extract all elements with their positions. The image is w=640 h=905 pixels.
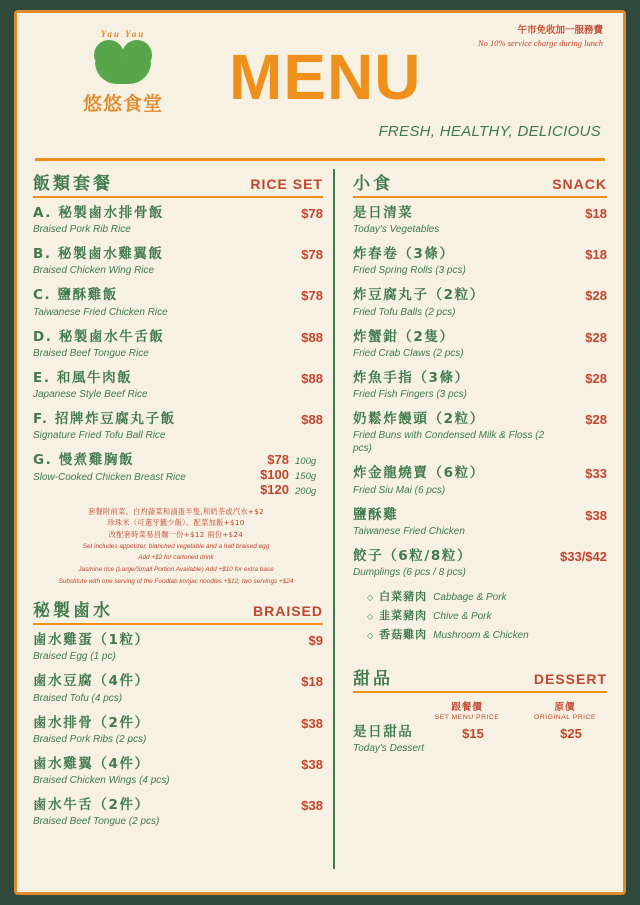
item-name-cn: E. 和風牛肉飯 <box>33 369 133 386</box>
item-name-cn: 鹵水雞翼（4件） <box>33 755 150 772</box>
item-name-en: Braised Chicken Wings (4 pcs) <box>33 775 170 787</box>
section-title-en: DESSERT <box>533 670 607 687</box>
bullet-icon: ◇ <box>367 611 374 621</box>
menu-item <box>33 245 323 277</box>
dessert-price-columns <box>353 699 607 721</box>
item-price: $88 <box>301 329 323 345</box>
item-price: $38 <box>301 798 323 814</box>
item-name-en: Braised Pork Rib Rice <box>33 224 131 236</box>
fineprint-en-line: Jasmine rice (Large/Small Portion Available) Add +$10 for extra base <box>78 566 274 573</box>
column-title-en: ORIGINAL PRICE <box>534 713 596 721</box>
item-price: $120 <box>260 482 289 498</box>
menu-item <box>33 286 323 318</box>
section-header-braised <box>33 596 323 625</box>
section-header-rice <box>33 169 323 198</box>
item-name-en: Braised Egg (1 pc) <box>33 651 116 663</box>
portion-weight: 200g <box>295 486 317 498</box>
item-name-en: Braised Chicken Wing Rice <box>33 265 155 277</box>
dumpling-flavor-list <box>367 588 607 642</box>
item-name-en: Today's Vegetables <box>353 224 440 236</box>
flavor-name-en: Mushroom & Chicken <box>433 629 529 641</box>
section-header-snack <box>353 169 607 198</box>
item-name-en: Fried Fish Fingers (3 pcs) <box>353 389 467 401</box>
menu-item <box>33 755 323 787</box>
fineprint-en-line: Substitute with one serving of the Foodlab konjac noodles +$12; two servings +$24 <box>58 577 294 585</box>
item-name-cn: C. 鹽酥雞飯 <box>33 287 118 304</box>
item-price: $28 <box>585 288 607 304</box>
item-name-cn: 炸春卷（3條） <box>353 246 455 263</box>
section-title-cn: 甜品 <box>353 668 393 689</box>
item-price: $88 <box>301 412 323 428</box>
item-name-en: Braised Pork Ribs (2 pcs) <box>33 733 147 745</box>
item-name-en: Fried Buns with Condensed Milk & Floss (2 pcs) <box>353 430 545 455</box>
item-price: $38 <box>301 715 323 731</box>
item-name-en: Today's Dessert <box>353 743 425 755</box>
menu-item <box>33 410 323 442</box>
item-name-en: Braised Beef Tongue (2 pcs) <box>33 816 160 828</box>
item-name-cn: 炸金龍燒賣（6粒） <box>353 465 485 482</box>
service-charge-notice <box>478 25 603 49</box>
original-price-column-header <box>529 699 601 721</box>
section-title-cn: 小食 <box>353 174 393 194</box>
fineprint-cn-line: 珍珠米（可選牙籤少飯）、配菜加飯+$10 <box>107 518 245 528</box>
fineprint-cn-line: 套餐附前菜、白灼蔬菜和滷蛋半隻,和奶茶或汽水+$2 <box>88 507 264 517</box>
menu-item <box>33 204 323 236</box>
bullet-icon: ◇ <box>367 630 374 640</box>
price-tier-list <box>251 451 323 497</box>
item-price: $28 <box>585 412 607 428</box>
section-title-en: SNACK <box>552 176 607 192</box>
item-price: $28 <box>585 370 607 386</box>
item-price: $38 <box>301 756 323 772</box>
bullet-icon: ◇ <box>367 592 374 602</box>
menu-item <box>33 714 323 746</box>
item-name-cn: 鹵水排骨（2件） <box>33 714 150 731</box>
set-price-column-header <box>431 699 503 721</box>
item-name-cn: 是日甜品 <box>353 723 414 740</box>
item-name-en: Signature Fried Tofu Ball Rice <box>33 430 166 442</box>
tagline: FRESH, HEALTHY, DELICIOUS <box>378 123 601 140</box>
item-price: $88 <box>301 370 323 386</box>
menu-item <box>353 245 607 277</box>
item-name-cn: 炸魚手指（3條） <box>353 369 470 386</box>
item-price: $78 <box>301 206 323 221</box>
item-name-cn: A. 秘製鹵水排骨飯 <box>33 205 165 221</box>
item-name-en: Fried Tofu Balls (2 pcs) <box>353 306 456 318</box>
flavor-name-cn: 白菜豬肉 <box>379 589 428 603</box>
logo-chinese-name: 悠悠食堂 <box>82 93 163 115</box>
header-divider <box>35 158 605 161</box>
section-title-en: BRAISED <box>252 603 323 620</box>
menu-item <box>353 286 607 318</box>
fineprint-en-line: Set includes appetizer, blanched vegetable and a half braised egg <box>82 542 270 550</box>
menu-item <box>353 410 607 455</box>
list-item <box>367 588 607 604</box>
menu-item <box>33 369 323 401</box>
item-name-en: Taiwanese Fried Chicken <box>353 525 465 537</box>
fineprint-en-line: Add +$2 for cartoned drink <box>138 554 214 562</box>
item-name-cn: F. 招牌炸豆腐丸子飯 <box>33 411 176 428</box>
item-name-en: Dumplings (6 pcs / 8 pcs) <box>353 566 466 578</box>
column-title-en: SET MENU PRICE <box>434 713 500 721</box>
item-name-en: Braised Tofu (4 pcs) <box>33 692 123 704</box>
item-name-cn: 鹵水雞蛋（1粒） <box>33 632 150 649</box>
item-name-cn: 奶鬆炸饅頭（2粒） <box>353 411 485 428</box>
item-name-cn: 鹵水豆腐（4件） <box>33 673 150 690</box>
item-price: $100 <box>260 467 289 483</box>
item-name-cn: B. 秘製鹵水雞翼飯 <box>33 246 164 263</box>
item-name-cn: 餃子（6粒/8粒） <box>353 547 473 564</box>
logo-top-text: Yau Yau <box>100 29 146 39</box>
menu-item <box>353 328 607 360</box>
section-header-dessert <box>353 664 607 693</box>
flavor-name-en: Chive & Pork <box>433 610 492 622</box>
menu-item <box>33 631 323 663</box>
notice-chinese: 午市免收加一服務費 <box>517 25 603 36</box>
section-title-en: RICE SET <box>250 176 323 192</box>
item-price: $33/$42 <box>560 548 607 564</box>
item-name-en: Slow-Cooked Chicken Breast Rice <box>33 471 186 483</box>
item-name-cn: 是日清菜 <box>353 205 414 221</box>
leaf-bowl-icon <box>92 40 154 86</box>
item-name-cn: G. 慢煮雞胸飯 <box>33 452 135 469</box>
item-name-cn: 鹵水牛舌（2件） <box>33 797 150 814</box>
section-title-cn: 秘製鹵水 <box>33 601 113 622</box>
flavor-name-en: Cabbage & Pork <box>433 591 507 603</box>
item-price: $33 <box>585 466 607 482</box>
item-original-price: $25 <box>560 725 582 741</box>
item-price: $28 <box>585 329 607 345</box>
fineprint-cn-line: 改配套時菜易昌麵一份+$12 兩份+$24 <box>108 529 244 539</box>
item-name-en: Fried Crab Claws (2 pcs) <box>353 347 464 359</box>
menu-item <box>353 547 607 579</box>
item-price: $78 <box>267 452 289 468</box>
menu-item <box>353 506 607 538</box>
item-price: $78 <box>301 247 323 263</box>
item-name-cn: 鹽酥雞 <box>353 506 399 523</box>
item-name-cn: 炸蟹鉗（2隻） <box>353 328 455 345</box>
item-name-en: Japanese Style Beef Rice <box>33 389 148 401</box>
item-price: $18 <box>585 247 607 263</box>
menu-item <box>353 369 607 401</box>
menu-item <box>33 328 323 360</box>
item-price: $18 <box>585 206 607 221</box>
portion-weight: 150g <box>295 471 317 483</box>
item-name-cn: 炸豆腐丸子（2粒） <box>353 287 485 304</box>
item-name-cn: D. 秘製鹵水牛舌飯 <box>33 328 165 345</box>
item-name-en: Fried Spring Rolls (3 pcs) <box>353 265 466 277</box>
menu-item <box>353 204 607 236</box>
flavor-name-cn: 香菇雞肉 <box>379 627 428 641</box>
menu-item <box>353 723 607 755</box>
menu-item <box>353 464 607 496</box>
restaurant-logo <box>59 29 187 116</box>
item-price: $78 <box>301 288 323 304</box>
flavor-name-cn: 韭菜豬肉 <box>379 608 428 622</box>
menu-item <box>33 796 323 828</box>
column-title-cn: 原價 <box>554 701 576 713</box>
item-set-price: $15 <box>462 725 484 741</box>
portion-weight: 100g <box>295 456 317 468</box>
column-title-cn: 跟餐價 <box>451 701 483 713</box>
item-price: $38 <box>585 507 607 523</box>
list-item <box>367 626 607 642</box>
left-column <box>33 169 333 869</box>
list-item <box>367 607 607 623</box>
item-price: $9 <box>308 633 323 649</box>
item-name-en: Braised Beef Tongue Rice <box>33 347 149 359</box>
menu-header <box>33 23 607 165</box>
set-menu-fineprint <box>51 506 301 586</box>
column-divider <box>333 169 335 869</box>
menu-item-multi-price <box>33 451 323 497</box>
item-name-en: Taiwanese Fried Chicken Rice <box>33 306 168 318</box>
menu-poster <box>14 10 626 895</box>
page-title: MENU <box>229 41 422 113</box>
menu-item <box>33 672 323 704</box>
notice-english: No 10% service charge during lunch <box>477 37 603 48</box>
item-price: $18 <box>301 674 323 690</box>
item-name-en: Fried Siu Mai (6 pcs) <box>353 484 446 496</box>
right-column <box>341 169 607 869</box>
section-title-cn: 飯類套餐 <box>33 174 113 194</box>
